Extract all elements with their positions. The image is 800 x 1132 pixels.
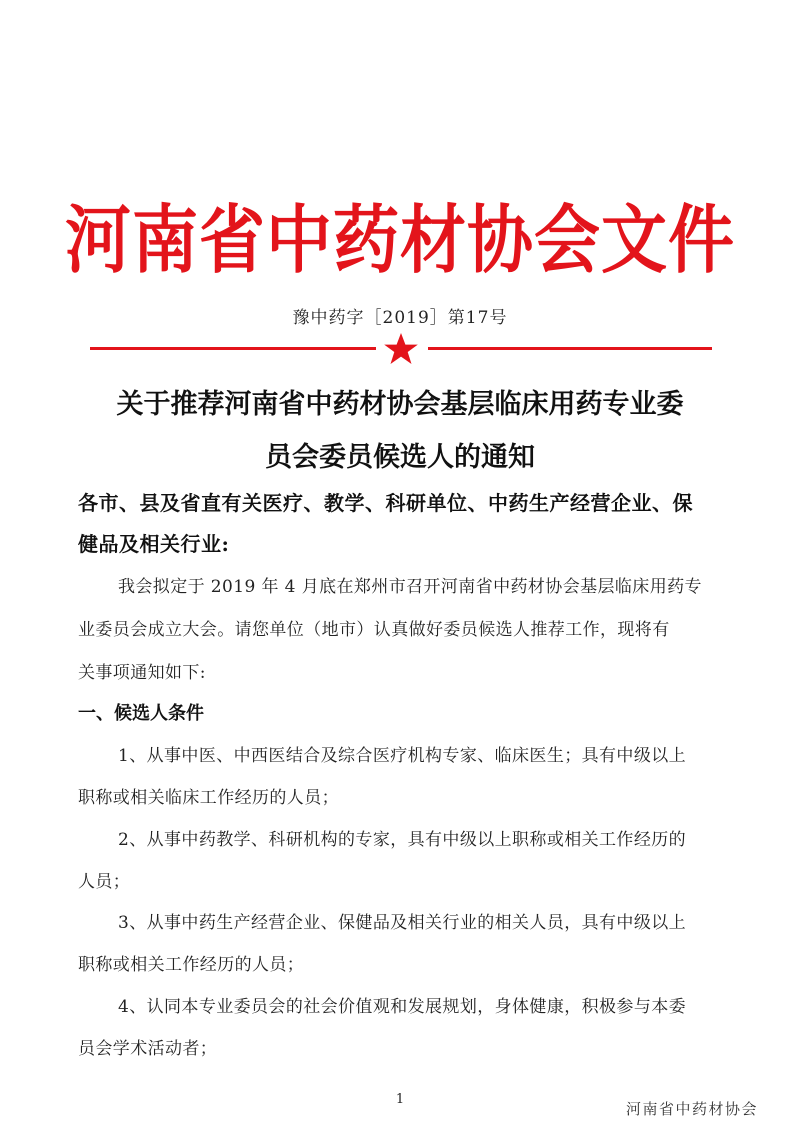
- intro-line-3: 关事项通知如下:: [78, 663, 206, 683]
- intro-line-1: 我会拟定于 2019 年 4 月底在郑州市召开河南省中药材协会基层临床用药专: [118, 577, 702, 597]
- star-icon: [383, 331, 419, 367]
- notice-title-line-2: 员会委员候选人的通知: [265, 442, 535, 473]
- divider-line-left: [90, 347, 376, 350]
- condition-1-line-1: 1、从事中医、中西医结合及综合医疗机构专家、临床医生；具有中级以上: [118, 746, 687, 766]
- watermark: 河南省中药材协会: [626, 1100, 759, 1118]
- divider-line-right: [428, 347, 712, 350]
- addressee-line-2: 健品及相关行业:: [78, 532, 230, 556]
- condition-1-line-2: 职称或相关临床工作经历的人员；: [78, 788, 339, 808]
- condition-2-line-2: 人员；: [78, 872, 131, 892]
- condition-4-line-2: 员会学术活动者；: [78, 1039, 218, 1059]
- intro-line-2: 业委员会成立大会。请您单位（地市）认真做好委员候选人推荐工作，现将有: [78, 620, 670, 640]
- document-number: 豫中药字［2019］第17号: [292, 308, 508, 328]
- condition-3-line-2: 职称或相关工作经历的人员；: [78, 955, 305, 975]
- addressee-line-1: 各市、县及省直有关医疗、教学、科研单位、中药生产经营企业、保: [78, 491, 693, 515]
- condition-4-line-1: 4、认同本专业委员会的社会价值观和发展规划，身体健康，积极参与本委: [118, 997, 687, 1017]
- header-divider: [90, 335, 712, 361]
- condition-3-line-1: 3、从事中药生产经营企业、保健品及相关行业的相关人员，具有中级以上: [118, 913, 687, 933]
- document-header-title: 河南省中药材协会文件: [65, 197, 735, 284]
- condition-2-line-1: 2、从事中药教学、科研机构的专家，具有中级以上职称或相关工作经历的: [118, 830, 687, 850]
- notice-title-line-1: 关于推荐河南省中药材协会基层临床用药专业委: [116, 389, 684, 420]
- section-heading-candidate-conditions: 一、候选人条件: [78, 703, 204, 724]
- page-number: 1: [395, 1092, 405, 1107]
